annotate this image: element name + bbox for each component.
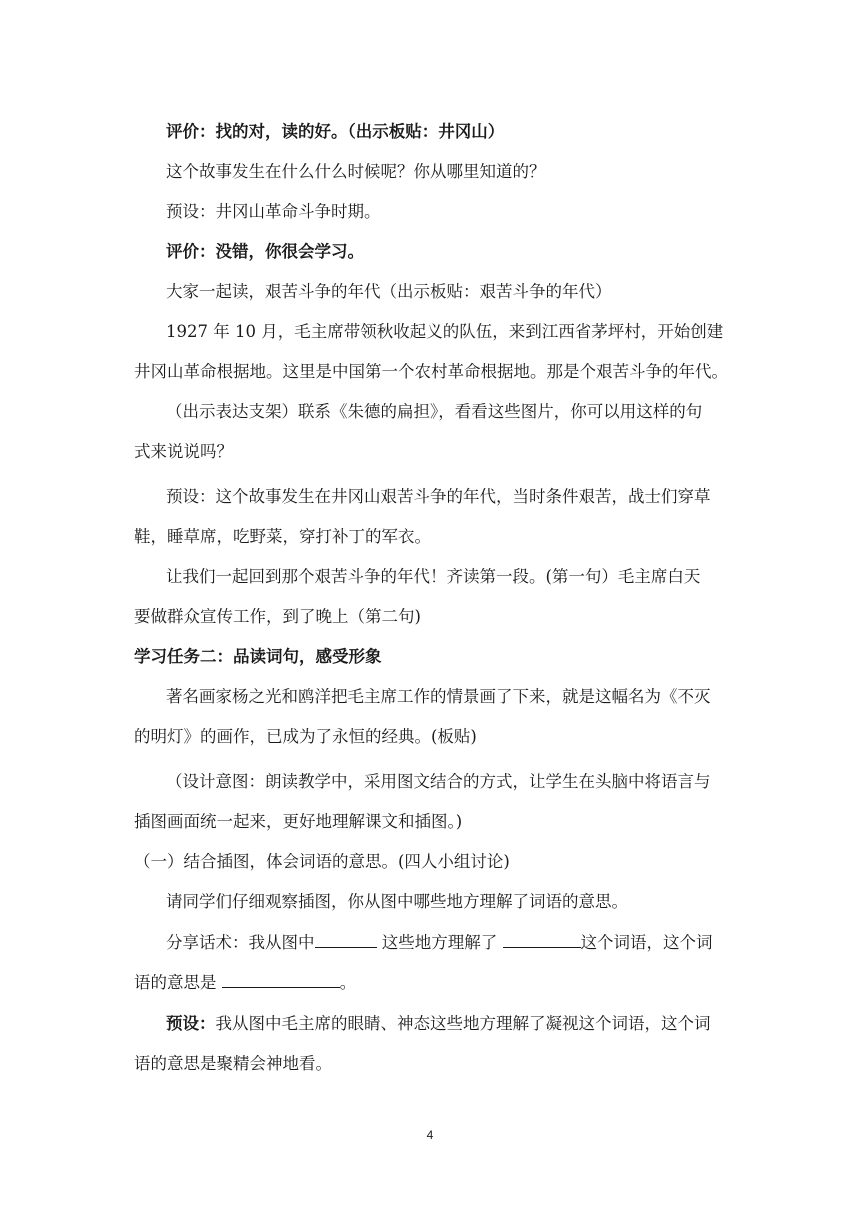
- scaffold-paragraph-line-1: （出示表达支架）联系《朱德的扁担》，看看这些图片，你可以用这样的句: [166, 402, 703, 421]
- scaffold-paragraph-line-2: 式来说说吗？: [134, 442, 233, 461]
- design-intent-line-2: 插图画面统一起来，更好地理解课文和插图。): [134, 812, 463, 831]
- history-paragraph-line-1: 1927 年 10 月，毛主席带领秋收起义的队伍，来到江西省茅坪村，开始创建: [166, 322, 724, 341]
- history-paragraph-line-2: 井冈山革命根据地。这里是中国第一个农村革命根据地。那是个艰苦斗争的年代。: [134, 362, 728, 381]
- read-together-line: 大家一起读，艰苦斗争的年代（出示板贴：艰苦斗争的年代）: [166, 282, 612, 301]
- evaluation-line-2: 评价：没错，你很会学习。: [166, 242, 364, 261]
- section-one-heading: （一）结合插图，体会词语的意思。(四人小组讨论): [134, 852, 510, 871]
- design-intent-line-1: （设计意图：朗读教学中，采用图文结合的方式，让学生在头脑中将语言与: [166, 772, 711, 791]
- share-template-meaning: 语的意思是: [134, 973, 222, 992]
- share-template-suffix: 这个词语，这个词: [580, 933, 713, 952]
- blank-2: [503, 931, 581, 948]
- painting-paragraph-line-1: 著名画家杨之光和鸥洋把毛主席工作的情景画了下来，就是这幅名为《不灭: [166, 687, 711, 706]
- preset-answer-text: 我从图中毛主席的眼睛、神态这些地方理解了凝视这个词语，这个词: [215, 1014, 711, 1033]
- share-template-mid: 这些地方理解了: [376, 933, 503, 952]
- preset-answer-line-1: [166, 1013, 711, 1035]
- preset-line-1: 预设：井冈山革命斗争时期。: [166, 202, 381, 221]
- share-template-prefix: 分享话术：我从图中: [166, 933, 315, 952]
- observe-instruction: 请同学们仔细观察插图，你从图中哪些地方理解了词语的意思。: [166, 892, 628, 911]
- blank-1: [315, 931, 377, 948]
- preset-paragraph-line-2: 鞋，睡草席，吃野菜，穿打补丁的军衣。: [134, 527, 431, 546]
- question-line: 这个故事发生在什么什么时候呢？你从哪里知道的？: [166, 162, 546, 181]
- evaluation-line-1: 评价：找的对，读的好。（出示板贴：井冈山）: [166, 122, 505, 141]
- blank-3: [222, 971, 340, 988]
- share-template-line-2: [134, 971, 356, 994]
- preset-paragraph-line-1: 预设：这个故事发生在井冈山艰苦斗争的年代，当时条件艰苦，战士们穿草: [166, 487, 711, 506]
- preset-label: 预设：: [166, 1014, 216, 1033]
- preset-answer-line-2: 语的意思是聚精会神地看。: [134, 1054, 332, 1073]
- share-template-end: 。: [339, 973, 357, 992]
- read-back-line-1: 让我们一起回到那个艰苦斗争的年代！齐读第一段。(第一句）毛主席白天: [166, 567, 701, 586]
- page-number: 4: [426, 1128, 434, 1142]
- task-two-heading: 学习任务二：品读词句，感受形象: [134, 647, 382, 666]
- share-template-line-1: [166, 931, 713, 954]
- read-back-line-2: 要做群众宣传工作，到了晚上（第二句): [134, 607, 421, 626]
- painting-paragraph-line-2: 的明灯》的画作，已成为了永恒的经典。(板贴): [134, 727, 477, 746]
